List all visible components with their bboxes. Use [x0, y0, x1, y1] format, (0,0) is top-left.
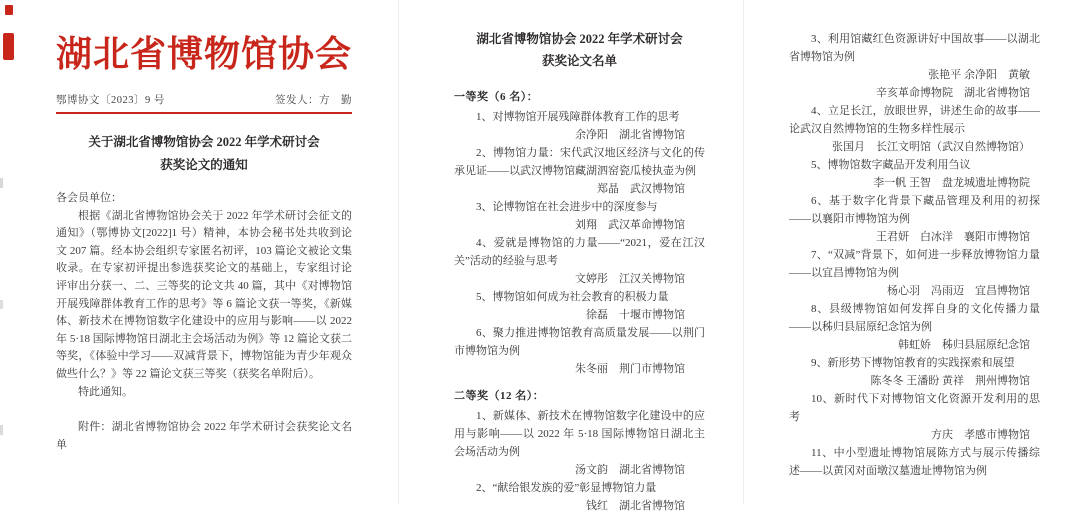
paper-authors: 张艳平 余净阳 黄敏 [928, 69, 1031, 81]
page-3 [744, 0, 1078, 504]
paper-title: 3、论博物馆在社会进步中的深度参与 [476, 201, 658, 213]
document-meta-row [56, 92, 352, 107]
paper-title: 8、县级博物馆如何发挥自身的文化传播力量——以秭归县屈原纪念馆为例 [789, 303, 1041, 333]
paper-title: 7、“双减”背景下，如何进一步释放博物馆力量——以宜昌博物馆为例 [789, 249, 1041, 279]
notice-paragraph: 根据《湖北省博物馆协会关于 2022 年学术研讨会征文的通知》（鄂博协文[2022]1 号）精神，本协会秘书处共收到论文 207 篇。经本协会组织专家匿名初评，103 篇论文被论文集收录。在专家初评提出参选获奖论文的基础上，专家组讨论评审出分获一、二、三等奖的论文共 40 篇，其中《对博物馆开展残障群体教育工作的思考》等 6 篇论文获一等奖，《新媒体、新技术在博物馆数字化建设中的应用与影响——以 2022 年 5·18 国际博物馆日湖北主会场活动为例》等 12 篇论文获二等奖，《体验中学习——双减背景下，博物馆能为青少年观众做些什么？》等 22 篇论文获三等奖（获奖名单附后）。 [56, 209, 353, 380]
notice-body [56, 190, 352, 454]
paper-title: 10、新时代下对博物馆文化资源开发利用的思考 [789, 393, 1041, 423]
paper-authors: 余净阳 湖北省博物馆 [575, 129, 686, 141]
salutation: 各会员单位： [56, 192, 122, 204]
paper-title: 4、立足长江，放眼世界，讲述生命的故事——论武汉自然博物馆的生物多样性展示 [789, 105, 1041, 135]
awards-list-page3 [789, 30, 1040, 480]
paper-authors: 王君妍 白冰洋 襄阳市博物馆 [876, 231, 1031, 243]
award-list-title-line1: 湖北省博物馆协会 2022 年学术研讨会 [476, 32, 683, 46]
paper-authors: 徐磊 十堰市博物馆 [586, 309, 686, 321]
paper-title: 4、爱就是博物馆的力量——“2021，爱在江汉关”活动的经验与思考 [454, 237, 706, 267]
page-1 [0, 0, 399, 504]
doc-number: 鄂博协文〔2023〕9 号 [56, 95, 165, 106]
association-masthead: 湖北省博物馆协会 [56, 34, 353, 74]
paper-authors: 韩虹娇 秭归县屈原纪念馆 [898, 339, 1031, 351]
paper-authors: 汤文韵 湖北省博物馆 [575, 464, 686, 476]
scan-artifact [0, 425, 3, 435]
paper-authors: 辛亥革命博物院 湖北省博物馆 [876, 87, 1031, 99]
award-section-heading: 一等奖（6 名）： [454, 91, 539, 103]
scan-artifact [0, 300, 3, 309]
red-divider [56, 112, 352, 114]
paper-authors: 陈冬冬 王潘盼 黄祥 荆州博物馆 [870, 375, 1031, 387]
paper-authors: 刘翔 武汉革命博物馆 [575, 219, 686, 231]
award-list-title [454, 28, 705, 72]
paper-title: 5、博物馆数字藏品开发利用刍议 [811, 159, 971, 171]
paper-authors: 朱冬丽 荆门市博物馆 [575, 363, 686, 375]
paper-authors: 钱红 湖北省博物馆 [586, 500, 686, 512]
paper-title: 6、聚力推进博物馆教育高质量发展——以荆门市博物馆为例 [454, 327, 706, 357]
paper-authors: 方庆 孝感市博物馆 [931, 429, 1031, 441]
paper-title: 6、基于数字化背景下藏品管理及利用的初探——以襄阳市博物馆为例 [789, 195, 1041, 225]
paper-authors: 张国月 长江文明馆（武汉自然博物馆） [832, 141, 1031, 153]
notice-title-line1: 关于湖北省博物馆协会 2022 年学术研讨会 [88, 135, 320, 149]
notice-title-line2: 获奖论文的通知 [160, 158, 248, 172]
paper-authors: 杨心羽 冯雨迈 宜昌博物馆 [887, 285, 1031, 297]
paper-title: 2、博物馆力量：宋代武汉地区经济与文化的传承见证——以武汉博物馆藏湖泗窑瓷瓜棱执壶为例 [454, 147, 706, 177]
paper-authors: 郑晶 武汉博物馆 [597, 183, 686, 195]
scan-artifact [0, 178, 3, 188]
scan-artifact [5, 5, 13, 15]
paper-title: 11、中小型遗址博物馆展陈方式与展示传播综述——以黄冈对面墩汉墓遗址博物馆为例 [789, 447, 1041, 477]
page-2 [399, 0, 744, 512]
paper-title: 1、新媒体、新技术在博物馆数字化建设中的应用与影响——以 2022 年 5·18 国际博物馆日湖北主会场活动为例 [454, 410, 706, 458]
awards-list-page2 [454, 88, 705, 515]
scan-artifact [3, 33, 14, 60]
paper-title: 3、利用馆藏红色资源讲好中国故事——以湖北省博物馆为例 [789, 33, 1041, 63]
award-list-title-line2: 获奖论文名单 [542, 54, 618, 68]
paper-authors: 李一帆 王智 盘龙城遗址博物院 [873, 177, 1031, 189]
notice-paragraph: 特此通知。 [78, 385, 133, 398]
paper-title: 1、对博物馆开展残障群体教育工作的思考 [476, 111, 680, 123]
paper-title: 2、“献给银发族的爱”彰显博物馆力量 [476, 482, 657, 494]
issuer: 签发人：方 勤 [275, 95, 353, 106]
notice-paragraphs [56, 208, 352, 402]
paper-title: 5、博物馆如何成为社会教育的积极力量 [476, 291, 669, 303]
award-section-heading: 二等奖（12 名）： [454, 390, 545, 402]
paper-authors: 文婷彤 江汉关博物馆 [575, 273, 686, 285]
paper-title: 9、新形势下博物馆教育的实践探索和展望 [811, 357, 1015, 369]
notice-title [56, 131, 352, 177]
attachment-note: 附件：湖北省博物馆协会 2022 年学术研讨会获奖论文名单 [56, 421, 353, 451]
